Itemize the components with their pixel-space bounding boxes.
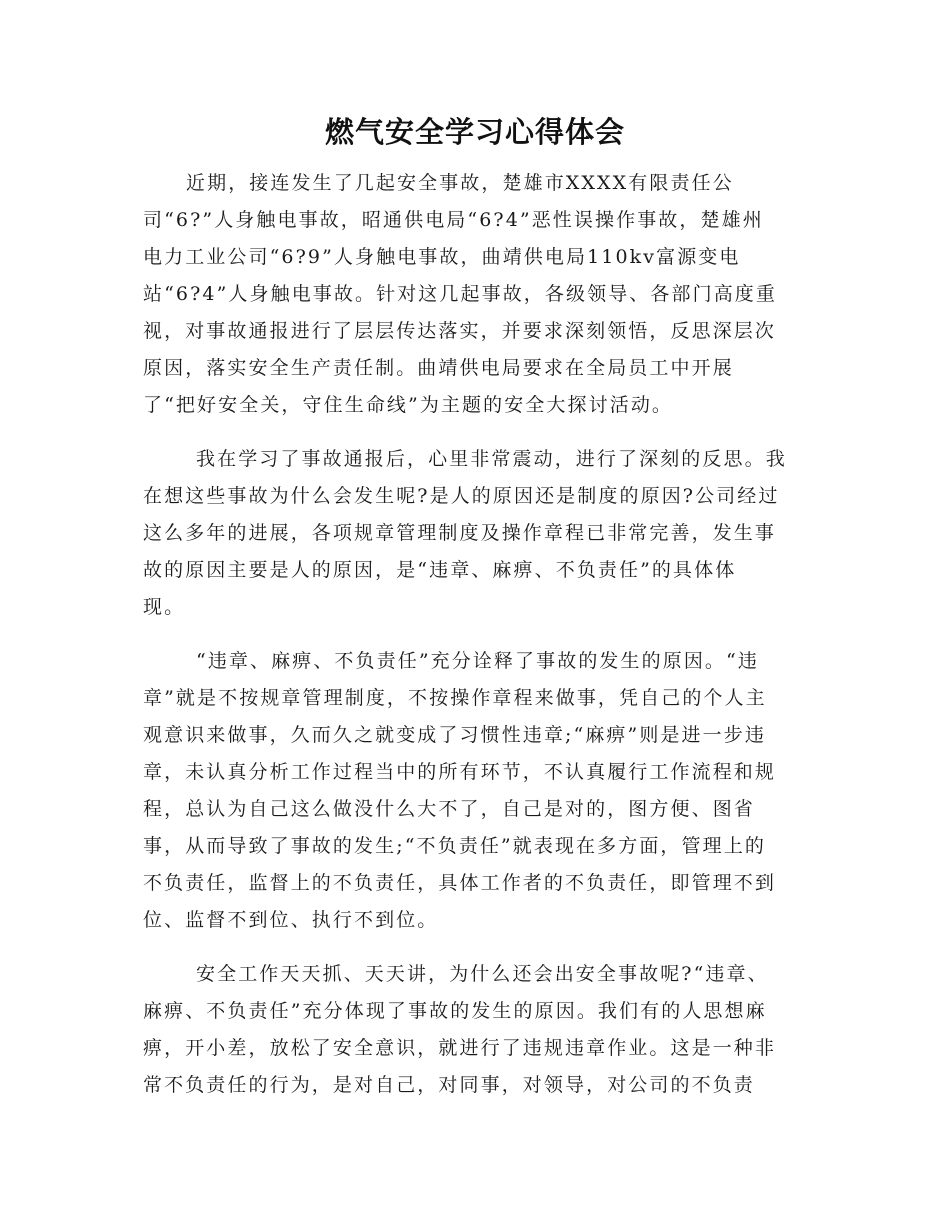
paragraph-line: 原因，落实安全生产责任制。曲靖供电局要求在全局员工中开展 [143, 357, 734, 379]
paragraph-line: 安全工作天天抓、天天讲，为什么还会出安全事故呢?“违章、 [196, 963, 769, 985]
paragraph-line: 位、监督不到位、执行不到位。 [143, 909, 439, 931]
paragraph-line: “违章、麻痹、不负责任”充分诠释了事故的发生的原因。“违 [196, 650, 759, 672]
paragraph-line: 我在学习了事故通报后，心里非常震动，进行了深刻的反思。我 [196, 448, 787, 470]
paragraph-line: 电力工业公司“6?9”人身触电事故，曲靖供电局110kv富源变电 [143, 246, 741, 268]
paragraph-line: 不负责任，监督上的不负责任，具体工作者的不负责任，即管理不到 [143, 872, 777, 894]
document-title: 燃气安全学习心得体会 [324, 115, 625, 149]
paragraph-line: 观意识来做事，久而久之就变成了习惯性违章;“麻痹”则是进一步违 [143, 724, 766, 746]
paragraph-line: 痹，开小差，放松了安全意识，就进行了违规违章作业。这是一种非 [143, 1037, 777, 1059]
paragraph-line: 章，未认真分析工作过程当中的所有环节，不认真履行工作流程和规 [143, 761, 777, 783]
paragraph-line: 故的原因主要是人的原因，是“违章、麻痹、不负责任”的具体体 [143, 559, 737, 581]
paragraph-line: 程，总认为自己这么做没什么大不了，自己是对的，图方便、图省 [143, 798, 755, 820]
paragraph-line: 现。 [143, 596, 186, 618]
paragraph-line: 这么多年的进展，各项规章管理制度及操作章程已非常完善，发生事 [143, 522, 777, 544]
paragraph-line: 麻痹、不负责任”充分体现了事故的发生的原因。我们有的人思想麻 [143, 1000, 767, 1022]
paragraph-line: 事，从而导致了事故的发生;“不负责任”就表现在多方面，管理上的 [143, 835, 766, 857]
paragraph-line: 视，对事故通报进行了层层传达落实，并要求深刻领悟，反思深层次 [143, 320, 777, 342]
paragraph-line: 司“6?”人身触电事故，昭通供电局“6?4”恶性误操作事故，楚雄州 [143, 209, 764, 231]
paragraph-line: 了“把好安全关，守住生命线”为主题的安全大探讨活动。 [143, 394, 674, 416]
paragraph-line: 章”就是不按规章管理制度，不按操作章程来做事，凭自己的个人主 [143, 687, 767, 709]
paragraph-line: 在想这些事故为什么会发生呢?是人的原因还是制度的原因?公司经过 [143, 485, 780, 507]
paragraph-line: 常不负责任的行为，是对自己，对同事，对领导，对公司的不负责 [143, 1074, 755, 1096]
paragraph-line: 站“6?4”人身触电事故。针对这几起事故，各级领导、各部门高度重 [143, 283, 777, 305]
paragraph-line: 近期，接连发生了几起安全事故，楚雄市XXXX有限责任公 [186, 172, 734, 194]
